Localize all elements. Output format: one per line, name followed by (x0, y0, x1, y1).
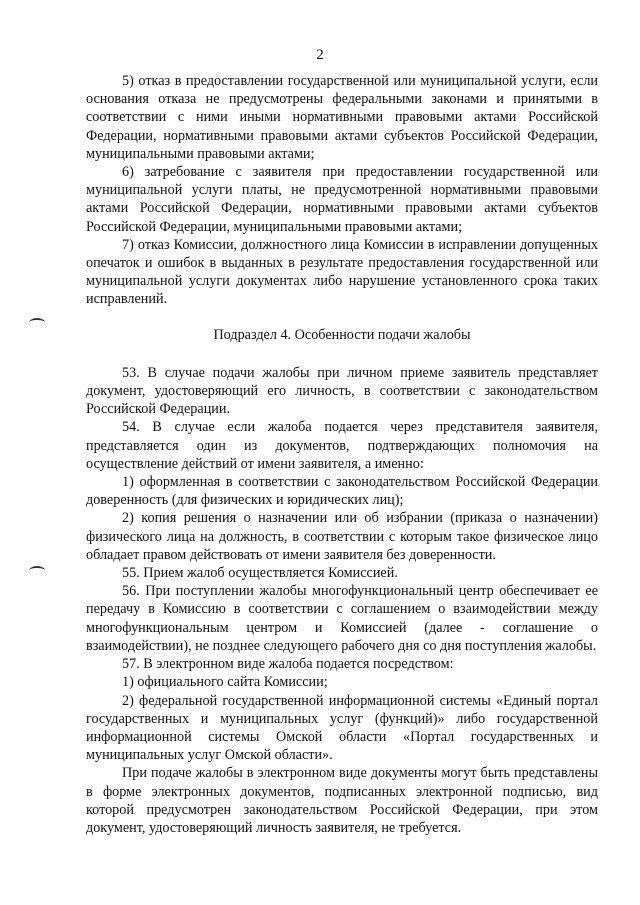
paragraph: 56. При поступлении жалобы многофункциональный центр обеспечивает ее передачу в Комиссию в соответствии с соглашением о взаимодействии между многофункциональным центром и Комиссией (далее - соглашение о взаимодействии), не позднее следующего рабочего дня со дня поступления жалобы. (86, 583, 598, 654)
list-item: 6) затребование с заявителя при предоставлении государственной или муниципальной услуги платы, не предусмотренной нормативными правовыми актами Российской Федерации, нормативными правовыми актами субъектов Российской Федерации, муниципальными правовыми актами; (86, 164, 598, 235)
list-item: 1) оформленная в соответствии с законодательством Российской Федерации доверенность (для физических и юридических лиц); (86, 474, 598, 509)
paragraph: 55. Прием жалоб осуществляется Комиссией. (122, 565, 398, 582)
page-number: 2 (316, 47, 324, 63)
list-item: 5) отказ в предоставлении государственной или муниципальной услуги, если основания отказа не предусмотрены федеральными законами и принятыми в соответствии с ними иными нормативными правовыми актами Российской Федерации, нормативными правовыми актами субъектов Российской Федерации, муниципальными правовыми актами; (86, 73, 598, 162)
list-item: 2) федеральной государственной информационной системы «Единый портал государственных и муниципальных услуг (функций)» либо государственной информационной системы Омской области «Портал государственных и муниципальных услуг Омской области». (86, 692, 598, 764)
list-item: 2) копия решения о назначении или об избрании (приказа о назначении) физического лица на должность, в соответствии с которым такое физическое лицо обладает правом действовать от имени заявителя без доверенности. (86, 510, 598, 563)
document-body (86, 72, 598, 837)
paragraph: 53. В случае подачи жалобы при личном приеме заявитель представляет документ, удостоверяющий его личность, в соответствии с законодательством Российской Федерации. (86, 364, 598, 418)
paragraph: При подаче жалобы в электронном виде документы могут быть представлены в форме электронных документов, подписанных электронной подписью, вид которой предусмотрен законодательством Российской Федерации, при этом документ, удостоверяющий личность заявителя, не требуется. (86, 765, 598, 836)
paragraph: 54. В случае если жалоба подается через представителя заявителя, представляется один из документов, подтверждающих полномочия на осуществление действий от имени заявителя, а именно: (86, 419, 598, 472)
list-item: 1) официального сайта Комиссии; (122, 674, 328, 691)
margin-punch-mark (29, 566, 45, 575)
section-heading: Подраздел 4. Особенности подачи жалобы (213, 326, 471, 343)
paragraph: 57. В электронном виде жалоба подается посредством: (122, 656, 454, 673)
margin-punch-mark (29, 318, 45, 327)
list-item: 7) отказ Комиссии, должностного лица Комиссии в исправлении допущенных опечаток и ошибок в выданных в результате предоставления государственной или муниципальной услуги документах либо нарушение установленного срока таких исправлений. (86, 236, 598, 308)
